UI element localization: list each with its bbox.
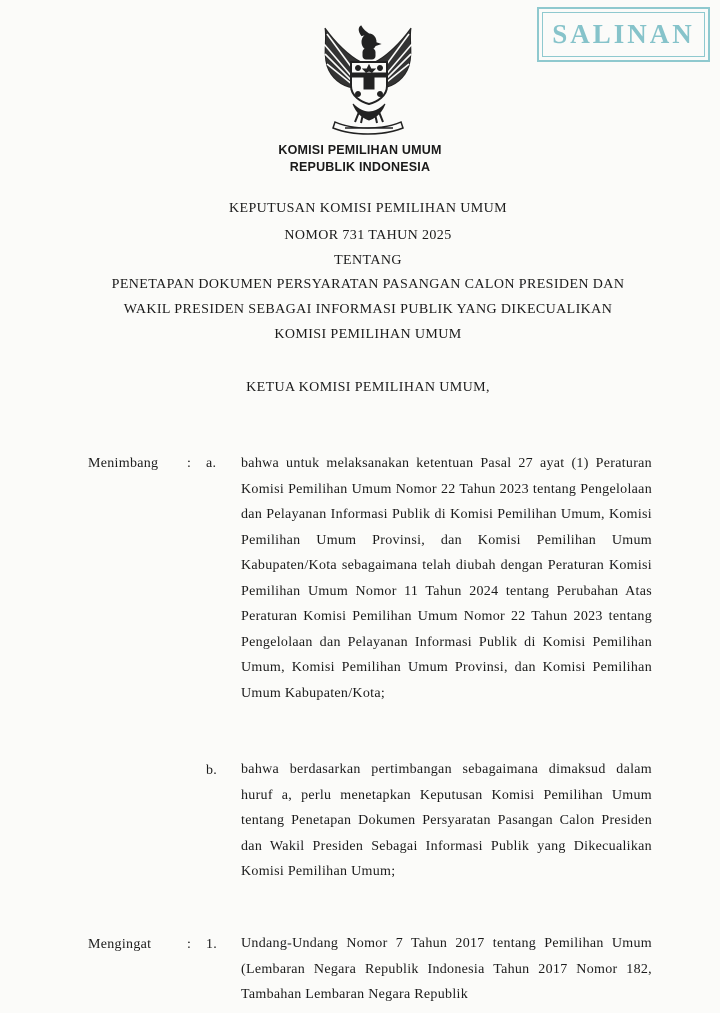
issuer-line: KETUA KOMISI PEMILIHAN UMUM, — [246, 380, 490, 395]
menimbang-label: Menimbang — [88, 456, 159, 471]
menimbang-item-a-marker: a. — [206, 456, 217, 471]
decree-number: NOMOR 731 TAHUN 2025 — [284, 228, 452, 243]
org-name-line1: KOMISI PEMILIHAN UMUM — [278, 143, 442, 157]
decree-about: TENTANG — [334, 253, 402, 268]
mengingat-separator: : — [187, 937, 192, 952]
salinan-stamp — [537, 7, 710, 62]
menimbang-separator: : — [187, 456, 192, 471]
decree-subject-line1: PENETAPAN DOKUMEN PERSYARATAN PASANGAN CALON PRESIDEN DAN — [111, 277, 625, 292]
org-name-line2: REPUBLIK INDONESIA — [289, 160, 431, 174]
menimbang-item-b-text: bahwa berdasarkan pertimbangan sebagaimana dimaksud dalam huruf a, perlu menetapkan Keputusan Komisi Pemilihan Umum tentang Penetapan Dokumen Persyaratan Pasangan Calon Presiden dan Wakil Presiden Sebagai Informasi Publik yang Dikecualikan Komisi Pemilihan Umum; — [241, 762, 652, 879]
mengingat-item-1-marker: 1. — [206, 937, 218, 952]
mengingat-label: Mengingat — [88, 937, 152, 952]
stamp-text: SALINAN — [552, 19, 695, 49]
menimbang-item-a-text: bahwa untuk melaksanakan ketentuan Pasal 27 ayat (1) Peraturan Komisi Pemilihan Umum Nomor 22 Tahun 2023 tentang Pengelolaan dan Pelayanan Informasi Publik di Komisi Pemilihan Umum, Komisi Pemilihan Umum Provinsi, dan Komisi Pemilihan Umum Kabupaten/Kota sebagaimana telah diubah dengan Peraturan Komisi Pemilihan Umum Nomor 11 Tahun 2024 tentang Perubahan Atas Peraturan Komisi Pemilihan Umum Nomor 22 Tahun 2023 tentang Pengelolaan dan Pelayanan Informasi Publik di Komisi Pemilihan Umum, Komisi Pemilihan Umum Provinsi, dan Komisi Pemilihan Umum Kabupaten/Kota; — [241, 456, 652, 701]
garuda-emblem-icon — [313, 22, 423, 137]
decree-subject-line3: KOMISI PEMILIHAN UMUM — [274, 327, 462, 342]
menimbang-item-b-marker: b. — [206, 763, 218, 778]
mengingat-item-1-text: Undang-Undang Nomor 7 Tahun 2017 tentang Pemilihan Umum (Lembaran Negara Republik Indonesia Tahun 2017 Nomor 182, Tambahan Lembaran Negara Republik — [241, 936, 652, 1002]
decree-subject-line2: WAKIL PRESIDEN SEBAGAI INFORMASI PUBLIK YANG DIKECUALIKAN — [123, 302, 613, 317]
decree-title: KEPUTUSAN KOMISI PEMILIHAN UMUM — [228, 201, 508, 216]
